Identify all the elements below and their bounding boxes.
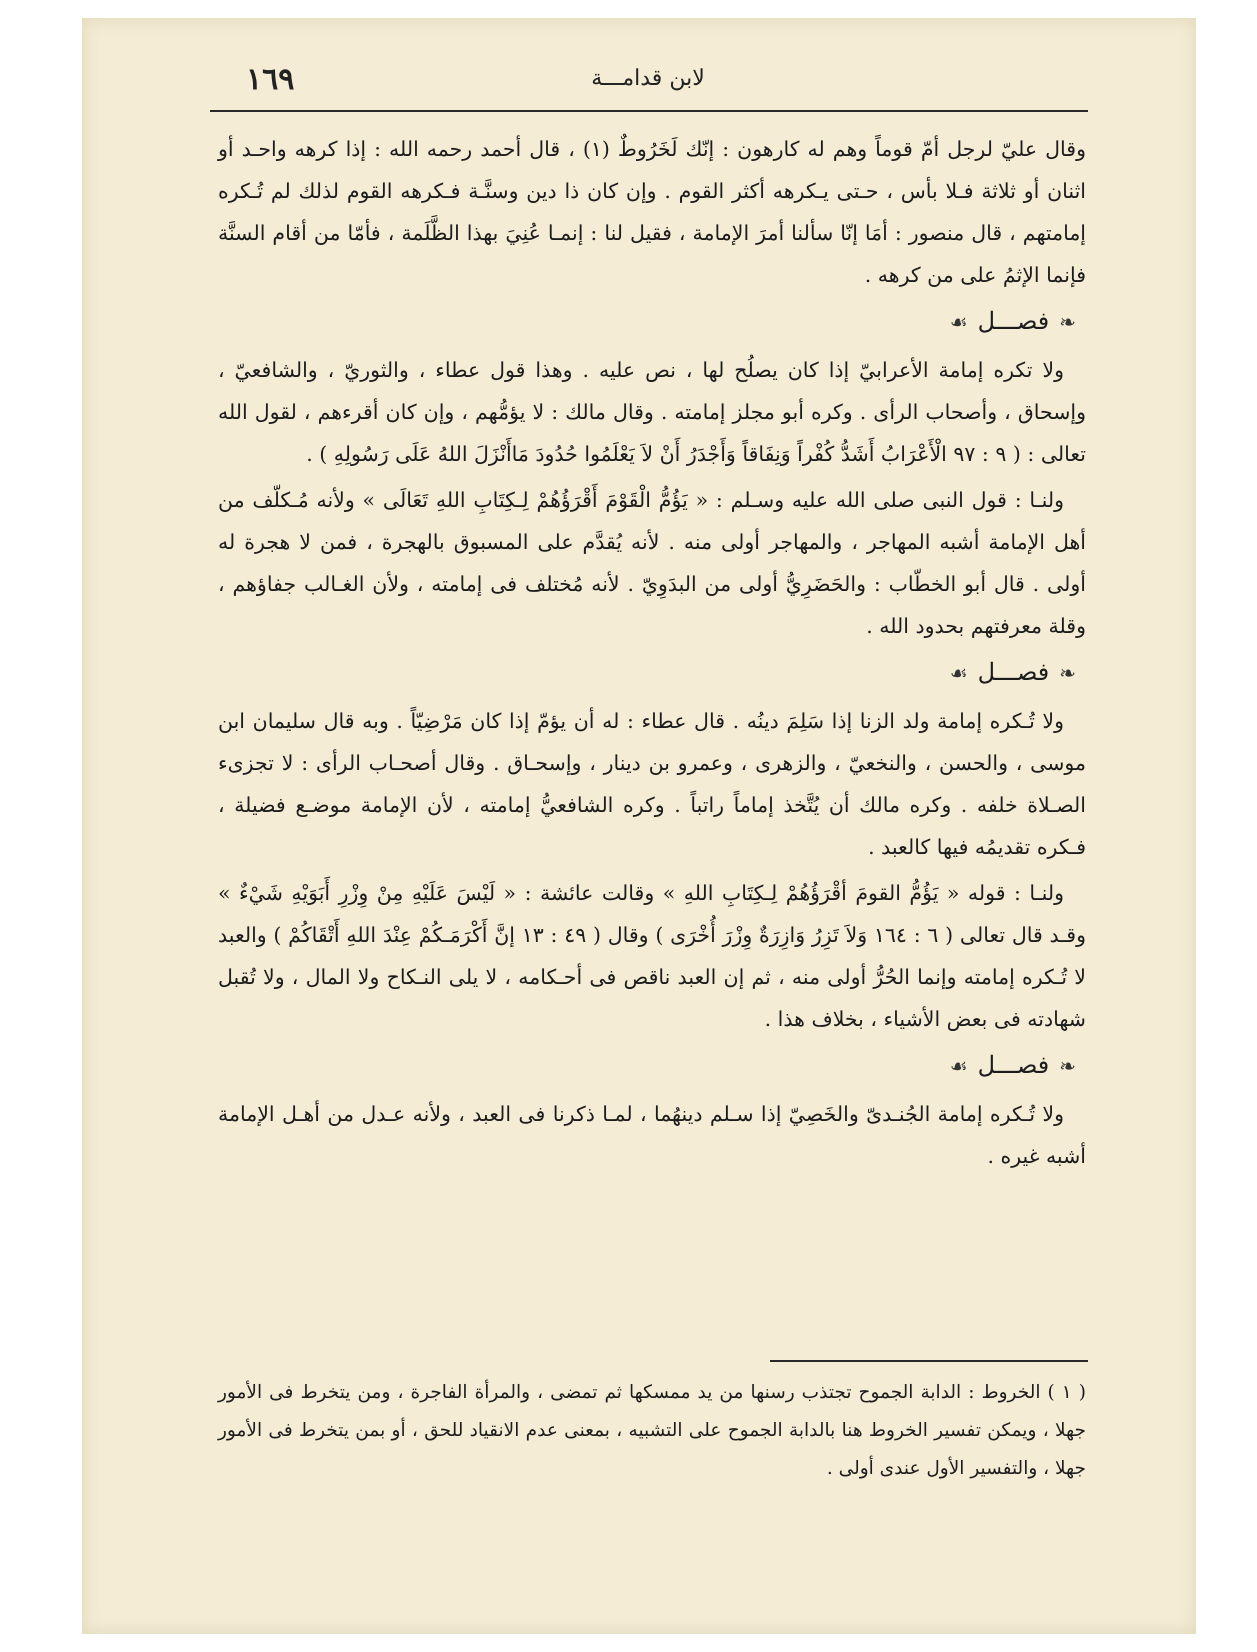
- ornament-icon: ❧: [1059, 1054, 1076, 1078]
- ornament-icon: ❧: [1059, 661, 1076, 685]
- main-text: [218, 128, 1086, 1181]
- paragraph-2: ولا تكره إمامة الأعرابيّ إذا كان يصلُح لها ، نص عليه . وهذا قول عطاء ، والثوريّ ، والشافعيّ ، وإسحاق ، وأصحاب الرأى . وكره أبو مجلز إمامته . وقال مالك : لا يؤمُّهم ، وإن كان أقرءهم ، لقول الله تعالى : ( ٩ : ٩٧ الْأَعْرَابُ أَشَدُّ كُفْراً وَنِفَاقاً وَأَجْدَرُ أَنْ لاَ يَعْلَمُوا حُدُودَ مَاأَنْزَلَ اللهُ عَلَى رَسُولِهِ ) .: [218, 358, 1086, 466]
- running-header: [208, 58, 1088, 108]
- section-heading: فصـــل: [977, 1051, 1050, 1079]
- ornament-icon: ☙: [949, 310, 968, 334]
- section-divider-3: [218, 1044, 1086, 1087]
- ornament-icon: ❧: [1059, 310, 1076, 334]
- page-number: ١٦٩: [246, 62, 295, 97]
- section-heading: فصـــل: [977, 658, 1050, 686]
- paragraph-6: ولا تُـكره إمامة الجُنـدىّ والخَصِيّ إذا سـلم دينهُما ، لمـا ذكرنا فى العبد ، ولأنه عـدل من أهـل الإمامة أشبه غيره .: [218, 1102, 1086, 1168]
- ornament-icon: ☙: [949, 661, 968, 685]
- running-title: لابن قدامـــة: [591, 66, 705, 91]
- section-heading: فصـــل: [977, 307, 1050, 335]
- footnote-rule: [770, 1360, 1088, 1362]
- ornament-icon: ☙: [949, 1054, 968, 1078]
- section-divider-1: [218, 300, 1086, 343]
- paragraph-3: ولنـا : قول النبى صلى الله عليه وسـلم : « يَؤُمُّ الْقَوْمَ أَقْرَؤُهُمْ لِـكِتَابِ اللهِ تَعَالَى » ولأنه مُـكلّف من أهل الإمامة أشبه المهاجر ، والمهاجر أولى منه . لأنه يُقدَّم على المسبوق بالهجرة ، فمن لا هجرة له أولى . قال أبو الخطّاب : والحَضَرِيُّ أولى من البدَوِيّ . لأنه مُختلف فى إمامته ، ولأن الغـالب جفاؤهم ، وقلة معرفتهم بحدود الله .: [218, 488, 1086, 638]
- footnote: ( ١ ) الخروط : الدابة الجموح تجتذب رسنها من يد ممسكها ثم تمضى ، والمرأة الفاجرة ، ومن يتخرط فى الأمور جهلا ، ويمكن تفسير الخروط هنا بالدابة الجموح على التشبيه ، بمعنى عدم الانقياد للحق ، أو بمن يتخرط فى الأمور جهلا ، والتفسير الأول عندى أولى .: [218, 1382, 1086, 1479]
- paragraph-5: ولنـا : قوله « يَؤُمُّ القومَ أقْرَؤُهُمْ لِـكِتَابِ اللهِ » وقالت عائشة : « لَيْسَ عَلَيْهِ مِنْ وِزْرِ أَبَوَيْهِ شَيْءٌ » وقـد قال تعالى ( ٦ : ١٦٤ وَلاَ تَزِرُ وَازِرَةٌ وِزْرَ أُخْرَى ) وقال ( ٤٩ : ١٣ إنَّ أَكْرَمَـكُمْ عِنْدَ اللهِ أَتْقَاكُمْ ) والعبد لا تُـكره إمامته وإنما الحُرُّ أولى منه ، ثم إن العبد ناقص فى أحـكامه ، لا يلى النـكاح ولا المال ، ولا تُقبل شهادته فى بعض الأشياء ، بخلاف هذا .: [218, 881, 1086, 1031]
- paragraph-1: وقال عليّ لرجل أمّ قوماً وهم له كارهون : إنّك لَخَرُوطٌ (١) ، قال أحمد رحمه الله : إذا كرهه واحـد أو اثنان أو ثلاثة فـلا بأس ، حـتى يـكرهه أكثر القوم . وإن كان ذا دين وسنَّـة فـكرهه القوم لذلك لم تُـكره إمامتهم ، قال منصور : أمَا إنّا سألنا أمرَ الإمامة ، فقيل لنا : إنمـا عُنِيَ بهذا الظَّلَمة ، فأمّا من أقام السنَّة فإنما الإثمُ على من كرهه .: [218, 137, 1086, 287]
- paragraph-4: ولا تُـكره إمامة ولد الزنا إذا سَلِمَ دينُه . قال عطاء : له أن يؤمّ إذا كان مَرْضِيّاً . وبه قال سليمان ابن موسى ، والحسن ، والنخعيّ ، والزهرى ، وعمرو بن دينار ، وإسحـاق . وقال أصحـاب الرأى : لا تجزىء الصـلاة خلفه . وكره مالك أن يُتَّخذ إماماً راتباً . وكره الشافعيُّ إمامته ، لأن الإمامة موضـع فضيلة ، فـكره تقديمُه فيها كالعبد .: [218, 709, 1086, 859]
- header-rule: [210, 110, 1088, 112]
- section-divider-2: [218, 651, 1086, 694]
